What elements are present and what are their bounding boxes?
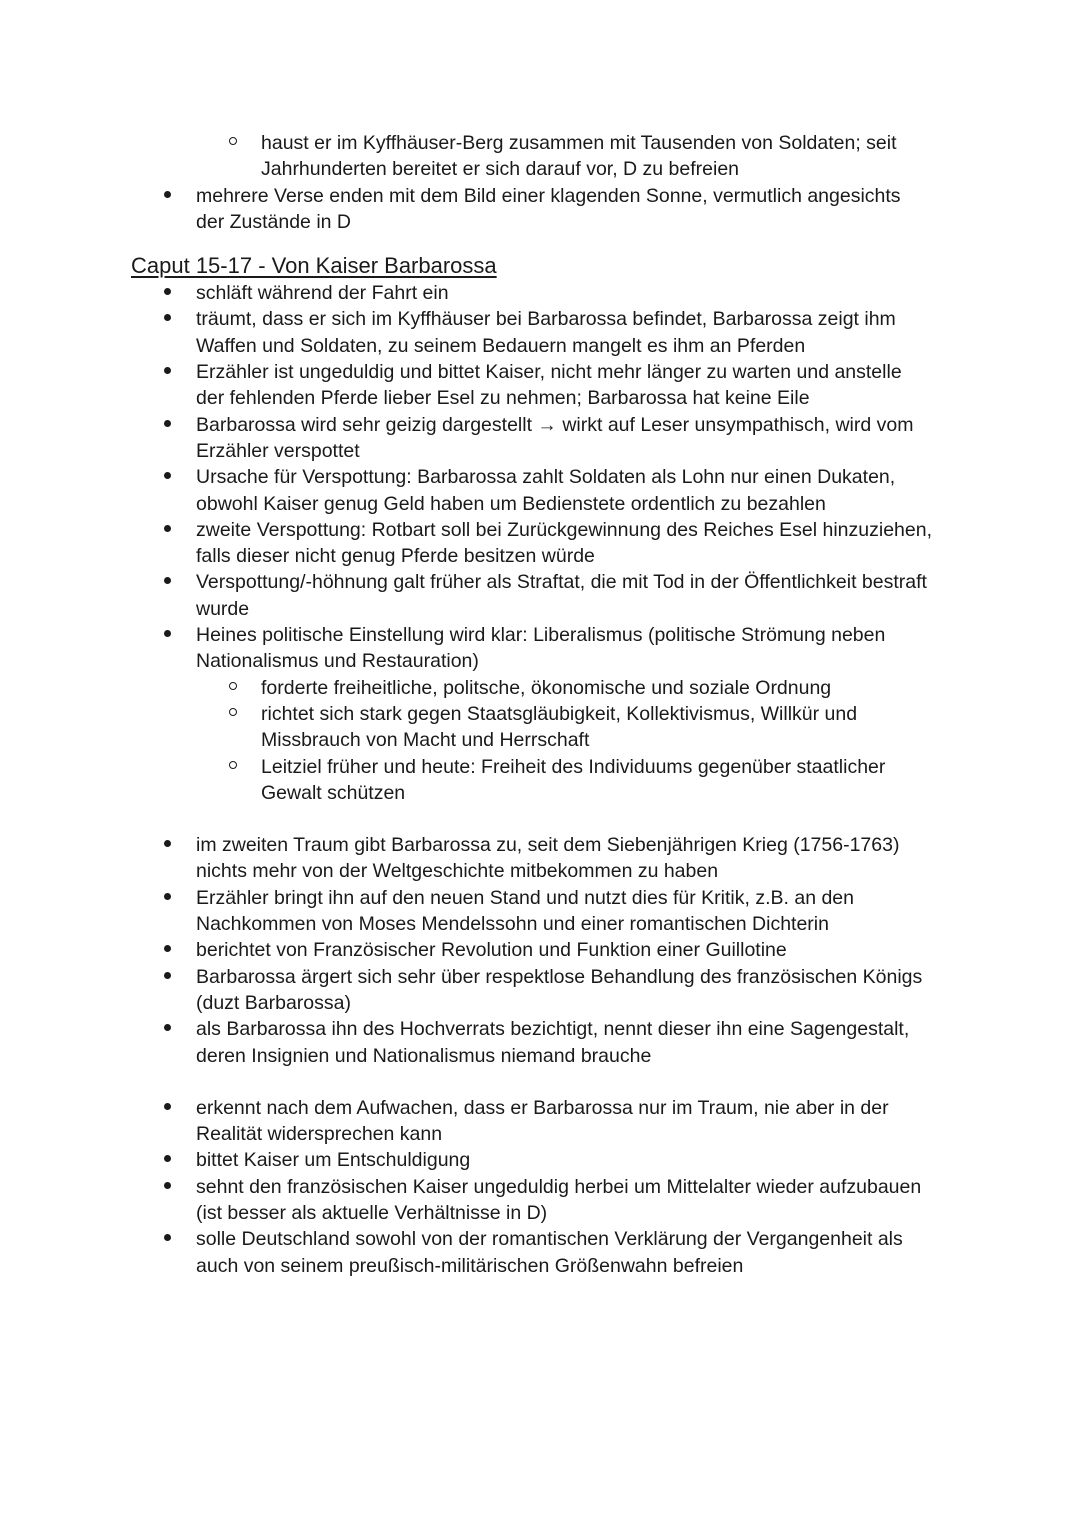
bullet-text-line: deren Insignien und Nationalismus niemand brauche: [196, 1044, 652, 1067]
bullet-item: [0, 464, 1080, 517]
bullet-text-line: träumt, dass er sich im Kyffhäuser bei Barbarossa befindet, Barbarossa zeigt ihm: [196, 308, 896, 331]
bullet-text-line: Jahrhunderten bereitet er sich darauf vor, D zu befreien: [261, 158, 740, 181]
filled-circle-bullet-icon: [164, 622, 171, 648]
bullet-item: [0, 517, 1080, 570]
bullet-text-line: schläft während der Fahrt ein: [196, 282, 449, 305]
bullet-item: [0, 885, 1080, 938]
bullet-text-line: Gewalt schützen: [261, 781, 406, 804]
bullet-text-line: sehnt den französischen Kaiser ungeduldig herbei um Mittelalter wieder aufzubauen: [196, 1175, 922, 1198]
bullet-text-line: forderte freiheitliche, politsche, ökonomische und soziale Ordnung: [261, 676, 832, 699]
bullet-item: [0, 1174, 1080, 1227]
bullet-text-line: berichtet von Französischer Revolution und Funktion einer Guillotine: [196, 939, 787, 962]
sub-bullet-item: [0, 754, 1080, 807]
bullet-text-line: richtet sich stark gegen Staatsgläubigkeit, Kollektivismus, Willkür und: [261, 702, 858, 725]
bullet-item: [0, 622, 1080, 675]
bullet-item: [0, 1147, 1080, 1173]
filled-circle-bullet-icon: [164, 1095, 171, 1121]
bullet-text-line: solle Deutschland sowohl von der romantischen Verklärung der Vergangenheit als: [196, 1228, 903, 1251]
paragraph-gap: [0, 806, 1080, 832]
bullet-item: [0, 306, 1080, 359]
bullet-text-line: nichts mehr von der Weltgeschichte mitbekommen zu haben: [196, 860, 719, 883]
section-heading: Caput 15-17 - Von Kaiser Barbarossa: [131, 253, 497, 279]
bullet-text-line: zweite Verspottung: Rotbart soll bei Zurückgewinnung des Reiches Esel hinzuziehen,: [196, 518, 933, 541]
bullet-list-intro: [0, 130, 1080, 235]
bullet-text-line: Heines politische Einstellung wird klar: Liberalismus (politische Strömung neben: [196, 624, 886, 647]
bullet-list-awakening: [0, 1095, 1080, 1279]
bullet-item: [0, 1095, 1080, 1148]
bullet-text-line: auch von seinem preußisch-militärischen Größenwahn befreien: [196, 1254, 744, 1277]
bullet-text-line: Erzähler bringt ihn auf den neuen Stand und nutzt dies für Kritik, z.B. an den: [196, 886, 854, 909]
bullet-text-line: erkennt nach dem Aufwachen, dass er Barbarossa nur im Traum, nie aber in der: [196, 1096, 889, 1119]
bullet-item: [0, 569, 1080, 622]
bullet-text-line: (ist besser als aktuelle Verhältnisse in D): [196, 1201, 548, 1224]
bullet-text-line: Erzähler verspottet: [196, 439, 360, 462]
bullet-text-line: Waffen und Soldaten, zu seinem Bedauern mangelt es ihm an Pferden: [196, 334, 806, 357]
bullet-text-line: wurde: [196, 597, 250, 620]
filled-circle-bullet-icon: [164, 464, 171, 490]
bullet-list-section: [0, 280, 1080, 806]
filled-circle-bullet-icon: [164, 1147, 171, 1173]
filled-circle-bullet-icon: [164, 569, 171, 595]
filled-circle-bullet-icon: [164, 306, 171, 332]
bullet-text-line: Barbarossa ärgert sich sehr über respektlose Behandlung des französischen Königs: [196, 965, 923, 988]
filled-circle-bullet-icon: [164, 1226, 171, 1252]
bullet-item: [0, 359, 1080, 412]
filled-circle-bullet-icon: [164, 1016, 171, 1042]
bullet-text-line: Barbarossa wird sehr geizig dargestellt → wirkt auf Leser unsympathisch, wird vom: [196, 413, 914, 436]
sub-bullet-item: [0, 130, 1080, 183]
filled-circle-bullet-icon: [164, 412, 171, 438]
hollow-circle-bullet-icon: [229, 701, 237, 727]
bullet-item: [0, 832, 1080, 885]
filled-circle-bullet-icon: [164, 832, 171, 858]
filled-circle-bullet-icon: [164, 183, 171, 209]
filled-circle-bullet-icon: [164, 964, 171, 990]
bullet-item: [0, 280, 1080, 306]
bullet-text-line: Nationalismus und Restauration): [196, 650, 479, 673]
bullet-item: [0, 937, 1080, 963]
bullet-text-line: falls dieser nicht genug Pferde besitzen würde: [196, 545, 595, 568]
bullet-text-line: Verspottung/-höhnung galt früher als Straftat, die mit Tod in der Öffentlichkeit bestraft: [196, 571, 927, 594]
hollow-circle-bullet-icon: [229, 675, 237, 701]
bullet-item: [0, 412, 1080, 465]
bullet-text-line: im zweiten Traum gibt Barbarossa zu, seit dem Siebenjährigen Krieg (1756-1763): [196, 834, 900, 857]
filled-circle-bullet-icon: [164, 885, 171, 911]
sub-bullet-item: [0, 675, 1080, 701]
bullet-item: [0, 1226, 1080, 1279]
bullet-item: [0, 1016, 1080, 1069]
bullet-text-line: bittet Kaiser um Entschuldigung: [196, 1149, 471, 1172]
bullet-text-line: Erzähler ist ungeduldig und bittet Kaiser, nicht mehr länger zu warten und anstelle: [196, 361, 902, 384]
document-page: [0, 130, 1080, 1279]
bullet-item: [0, 183, 1080, 236]
filled-circle-bullet-icon: [164, 517, 171, 543]
bullet-text-line: Leitziel früher und heute: Freiheit des Individuums gegenüber staatlicher: [261, 755, 886, 778]
bullet-text-line: mehrere Verse enden mit dem Bild einer klagenden Sonne, vermutlich angesichts: [196, 184, 901, 207]
hollow-circle-bullet-icon: [229, 754, 237, 780]
bullet-text-line: haust er im Kyffhäuser-Berg zusammen mit Tausenden von Soldaten; seit: [261, 132, 897, 154]
bullet-text-line: Nachkommen von Moses Mendelssohn und einer romantischen Dichterin: [196, 913, 829, 936]
bullet-text-line: Missbrauch von Macht und Herrschaft: [261, 729, 590, 752]
bullet-item: [0, 964, 1080, 1017]
bullet-list-second-dream: [0, 832, 1080, 1069]
bullet-text-line: obwohl Kaiser genug Geld haben um Bedienstete ordentlich zu bezahlen: [196, 492, 826, 515]
bullet-text-line: der Zustände in D: [196, 210, 352, 233]
sub-bullet-item: [0, 701, 1080, 754]
bullet-text-line: als Barbarossa ihn des Hochverrats bezichtigt, nennt dieser ihn eine Sagengestalt,: [196, 1018, 910, 1041]
bullet-text-line: der fehlenden Pferde lieber Esel zu nehmen; Barbarossa hat keine Eile: [196, 387, 810, 410]
filled-circle-bullet-icon: [164, 1174, 171, 1200]
hollow-circle-bullet-icon: [229, 130, 237, 156]
bullet-text-line: (duzt Barbarossa): [196, 991, 351, 1014]
bullet-text-line: Ursache für Verspottung: Barbarossa zahlt Soldaten als Lohn nur einen Dukaten,: [196, 466, 896, 489]
filled-circle-bullet-icon: [164, 280, 171, 306]
paragraph-gap: [0, 1069, 1080, 1095]
bullet-text-line: Realität widersprechen kann: [196, 1123, 443, 1146]
filled-circle-bullet-icon: [164, 937, 171, 963]
filled-circle-bullet-icon: [164, 359, 171, 385]
